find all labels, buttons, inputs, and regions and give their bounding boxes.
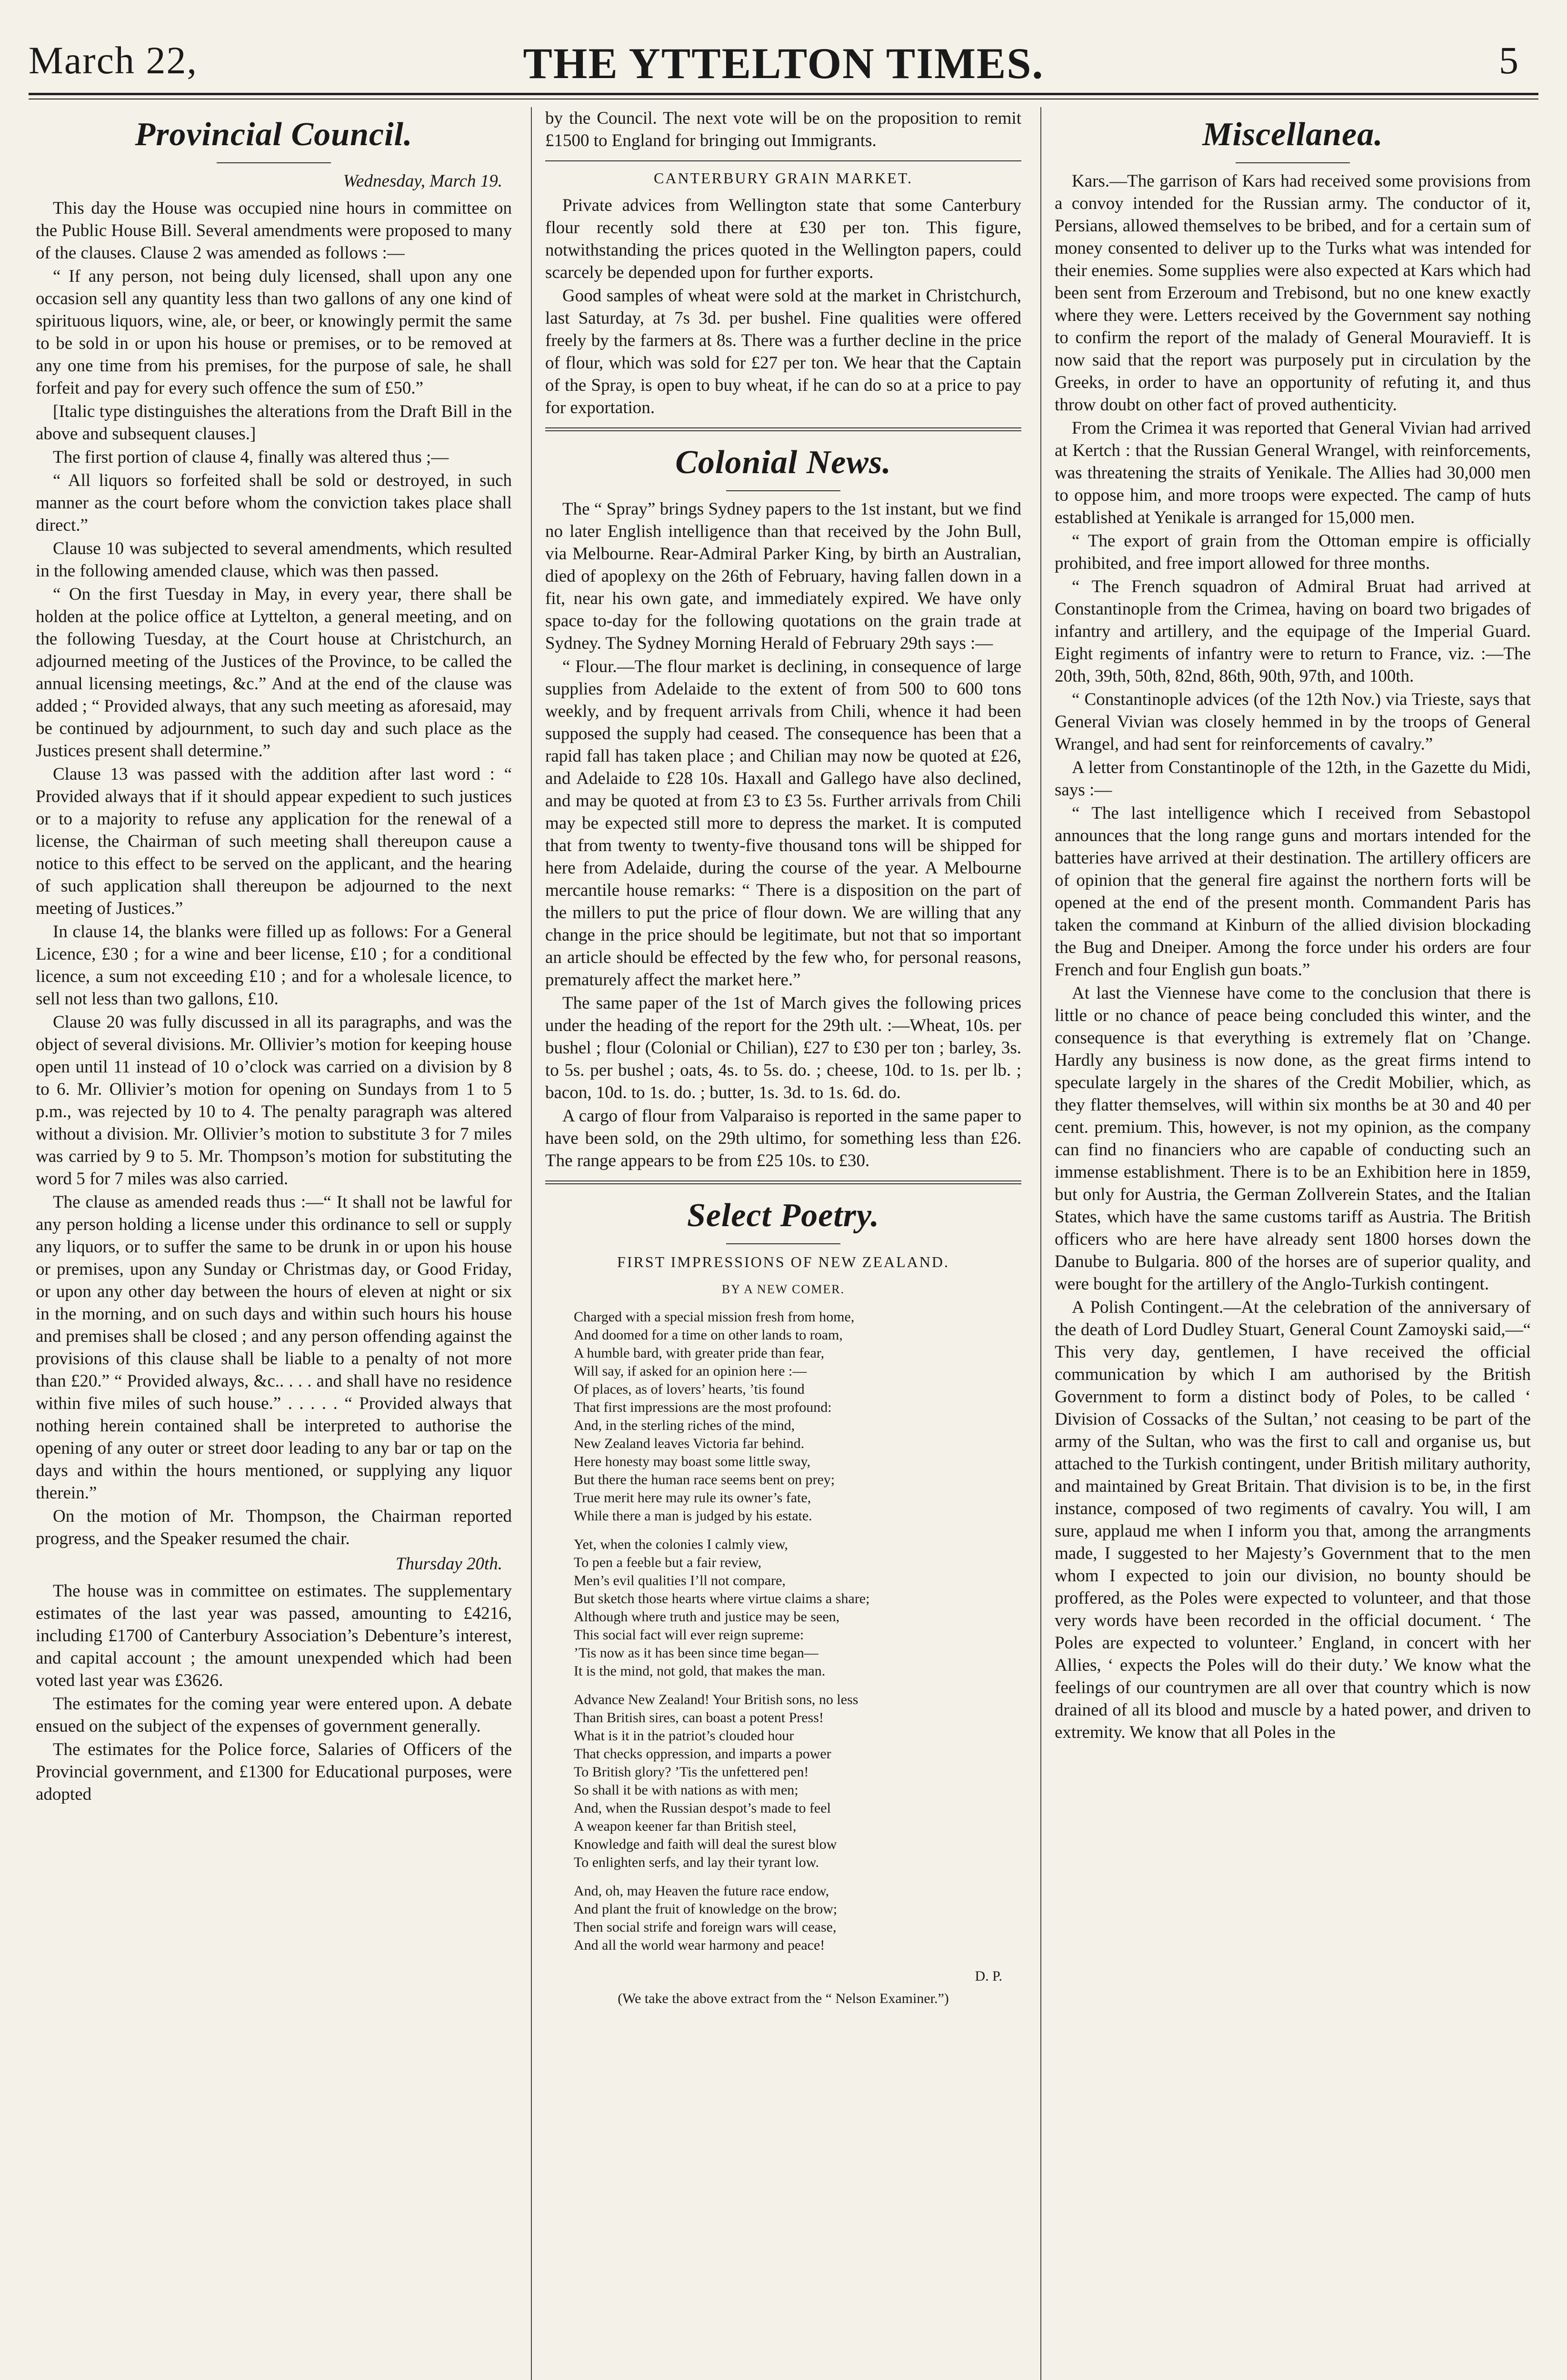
page-number: 5: [1499, 39, 1519, 82]
poem-stanza: [545, 1536, 1021, 1680]
article-paragraph: The same paper of the 1st of March gives the following prices under the heading of the report for the 29th ult. :—Wheat, 10s. per bushel ; flour (Colonial or Chilian), £27 to £30 per ton ; barley, 3s. to 5s. per bushel ; oats, 4s. to 5s. do. ; cheese, 10d. to 1s. per lb. ; bacon, 10d. to 1s. do. ; butter, 1s. 3d. to 1s. 6d. do.: [545, 993, 1021, 1102]
article-paragraph: by the Council. The next vote will be on the proposition to remit £1500 to England for bringing out Immigrants.: [545, 109, 1021, 150]
article-paragraph: The estimates for the Police force, Salaries of Officers of the Provincial government, and £1300 for Educational purposes, were adopted: [36, 1740, 512, 1804]
section-rule: [545, 430, 1021, 431]
article-paragraph: The estimates for the coming year were entered upon. A debate ensued on the subject of the expenses of government generally.: [36, 1694, 512, 1736]
article-paragraph: In clause 14, the blanks were filled up as follows: For a General Licence, £30 ; for a wine and beer license, £10 ; for a conditional licence, a sum not exceeding £10 ; and for a wholesale licence, to sell not less than two gallons, £10.: [36, 922, 512, 1009]
column-market-news-poetry: [545, 107, 1021, 2380]
article-paragraph: The house was in committee on estimates. The supplementary estimates of the last year was passed, amounting to £4216, including £1700 of Canterbury Association’s Debenture’s interest, and capital account ; the amount unexpended which had been voted last year was £3626.: [36, 1581, 512, 1690]
article-paragraph: On the motion of Mr. Thompson, the Chairman reported progress, and the Speaker resumed the chair.: [36, 1507, 512, 1548]
article-paragraph: The first portion of clause 4, finally was altered thus ;—: [53, 447, 449, 467]
article-paragraph: The “ Spray” brings Sydney papers to the 1st instant, but we find no later English intelligence than that received by the John Bull, via Melbourne. Rear-Admiral Parker King, by birth an Australian, died of apoplexy on the 26th of February, having fallen down in a fit, near his own gate, and immediately expired. We have only space to-day for the following quotations on the grain trade at Sydney. The Sydney Morning Herald of February 29th says :—: [545, 499, 1021, 653]
section-rule: [545, 427, 1021, 428]
article-paragraph: Clause 13 was passed with the addition after last word : “ Provided always that if it should appear expedient to such justices or to a majority to refuse any application for the renewal of a license, the Chairman of such meeting shall thereupon cause a notice to this effect to be served on the applicant, and the hearing of such application shall thereupon be adjourned to the next meeting of Justices.”: [36, 764, 512, 918]
article-paragraph: “ All liquors so forfeited shall be sold or destroyed, in such manner as the court before whom the conviction takes place shall direct.”: [36, 471, 512, 535]
poem-stanza: [545, 1882, 1021, 1954]
column-miscellanea: [1055, 107, 1531, 2380]
article-paragraph: “ Constantinople advices (of the 12th Nov.) via Trieste, says that General Vivian was closely hemmed in by the troops of General Wrangel, and had sent for reinforcements of cavalry.”: [1055, 690, 1531, 754]
poem-line: Charged with a special mission fresh from home,: [574, 1309, 855, 1325]
poem-line: ’Tis now as it has been since time began—: [574, 1645, 818, 1661]
source-note: (We take the above extract from the “ Nelson Examiner.”): [618, 1991, 949, 2006]
poem-byline: BY A NEW COMER.: [721, 1282, 845, 1296]
heading-rule: [726, 1243, 840, 1244]
dateline: Wednesday, March 19.: [343, 171, 502, 191]
section-rule: [545, 160, 1021, 161]
poem-line: Of places, as of lovers’ hearts, ’tis found: [574, 1381, 805, 1397]
article-paragraph: Kars.—The garrison of Kars had received some provisions from a convoy intended for the Russian army. The conductor of it, Persians, allowed themselves to be bribed, and for a certain sum of money consented to deliver up to the Turks what was intended for their enemies. Some supplies were also expected at Kars which had been sent from Erzeroum and Trebisond, but no one knew exactly where they were. Letters received by the Government say nothing to confirm the report of the malady of General Mouravieff. It is now said that the report was purposely put in circulation by the Greeks, in order to have an opportunity of refuting it, and thus throw doubt on other fact of proved authenticity.: [1055, 171, 1531, 415]
poem-title: FIRST IMPRESSIONS OF NEW ZEALAND.: [617, 1253, 949, 1270]
poem-line: To British glory? ’Tis the unfettered pen!: [574, 1764, 809, 1780]
section-heading: Colonial News.: [675, 444, 891, 481]
poem-line: Here honesty may boast some little sway,: [574, 1454, 811, 1469]
article-paragraph: The clause as amended reads thus :—“ It shall not be lawful for any person holding a license under this ordinance to sell or supply any liquors, or to suffer the same to be drunk in or upon his house or premises, upon any Sunday or Christmas day, or Good Friday, or upon any other day between the hours of eleven at night or six in the morning, and on such days and within such hours his house and premises shall be closed ; and any person offending against the provisions of this clause shall be liable to a penalty of not more than £20.” “ Provided always, &c.. . . . and shall have no residence within five miles of such house.” . . . . . “ Provided always that nothing herein contained shall be interpreted to authorise the opening of any outer or street door leading to any bar or tap on the days and within the hours mentioned, or supplying any liquor therein.”: [36, 1192, 512, 1503]
poem-line: To pen a feeble but a fair review,: [574, 1555, 762, 1570]
poem-line: That first impressions are the most profound:: [574, 1399, 832, 1415]
poem-line: While there a man is judged by his estate.: [574, 1508, 812, 1524]
poem-stanza: [545, 1691, 1021, 1872]
poem-stanza: [545, 1308, 1021, 1525]
poem-line: To enlighten serfs, and lay their tyrant low.: [574, 1854, 819, 1870]
article-paragraph: “ The French squadron of Admiral Bruat had arrived at Constantinople from the Crimea, having on board two brigades of infantry and artillery, and the equipage of the Imperial Guard. Eight regiments of infantry were to return to France, viz. :—The 20th, 39th, 50th, 82nd, 86th, 90th, 97th, and 100th.: [1055, 577, 1531, 686]
section-heading: Provincial Council.: [135, 116, 413, 153]
section-heading: Select Poetry.: [687, 1197, 880, 1234]
poem-line: Will say, if asked for an opinion here :—: [574, 1363, 807, 1379]
poem-line: And doomed for a time on other lands to roam,: [574, 1327, 843, 1343]
article-paragraph: This day the House was occupied nine hours in committee on the Public House Bill. Several amendments were proposed to many of the clauses. Clause 2 was amended as follows :—: [36, 198, 512, 263]
market-heading: CANTERBURY GRAIN MARKET.: [653, 169, 913, 187]
poem-line: Knowledge and faith will deal the surest blow: [574, 1836, 837, 1852]
poem-line: Yet, when the colonies I calmly view,: [574, 1537, 788, 1552]
dateline: Thursday 20th.: [395, 1554, 502, 1574]
article-paragraph: [Italic type distinguishes the alterations from the Draft Bill in the above and subsequent clauses.]: [36, 402, 512, 444]
issue-date: March 22,: [29, 39, 198, 82]
heading-rule: [726, 490, 840, 491]
masthead-rule: [29, 93, 1538, 95]
poem-line: But there the human race seems bent on prey;: [574, 1472, 835, 1488]
article-paragraph: “ The export of grain from the Ottoman empire is officially prohibited, and free import allowed for three months.: [1055, 531, 1531, 573]
article-paragraph: Private advices from Wellington state that some Canterbury flour recently sold there at £30 per ton. This figure, notwithstanding the prices quoted in the Wellington papers, could scarcely be depended upon for further exports.: [545, 196, 1021, 282]
article-paragraph: A Polish Contingent.—At the celebration of the anniversary of the death of Lord Dudley Stuart, General Count Zamoyski said,—“ This very day, gentlemen, I have received the official communication by which I am authorised by the British Government to form a distinct body of Poles, to be called ‘ Division of Cossacks of the Sultan,’ not ceasing to be part of the army of the Sultan, who was the first to call and organise us, but attached to the Turkish contingent, under British military authority, and maintained by Great Britain. That division is to be, in the first instance, composed of two regiments of cavalry. You will, I am sure, applaud me when I inform you that, among the arrangments made, I suggested to her Majesty’s Government that to the men whom I expected to join our division, no bounty should be proffered, as the Poles were expected to volunteer, and that those very words have been recorded in the official document. ‘ The Poles are expected to volunteer.’ England, in concert with her Allies, ‘ expects the Poles will do their duty.’ We know what the feelings of our countrymen are all over that country which is now drained of all its blood and muscle by a hated power, and driven to extremity. We know that all Poles in the: [1055, 1298, 1531, 1742]
poem-line: That checks oppression, and imparts a power: [574, 1746, 831, 1762]
poem-line: Men’s evil qualities I’ll not compare,: [574, 1573, 786, 1588]
column-divider: [531, 107, 532, 2380]
poem-line: Then social strife and foreign wars will cease,: [574, 1919, 837, 1935]
section-rule: [545, 1183, 1021, 1184]
article-paragraph: From the Crimea it was reported that General Vivian had arrived at Kertch : that the Russian General Wrangel, with reinforcements, was threatening the straits of Yenikale. The Allies had 30,000 men to oppose him, and more troops were expected. The camp of huts established at Yenikale is arranged for 15,000 men.: [1055, 418, 1531, 527]
poem-line: What is it in the patriot’s clouded hour: [574, 1728, 794, 1744]
heading-rule: [217, 162, 331, 163]
column-divider: [1040, 107, 1041, 2380]
newspaper-title: THE YTTELTON TIMES.: [523, 39, 1044, 88]
article-paragraph: A cargo of flour from Valparaiso is reported in the same paper to have been sold, on the 29th ultimo, for something less than £26. The range appears to be from £25 10s. to £30.: [545, 1106, 1021, 1170]
heading-rule: [1236, 162, 1350, 163]
poem-line: And, oh, may Heaven the future race endow,: [574, 1883, 829, 1899]
poem-line: And all the world wear harmony and peace!: [574, 1937, 825, 1953]
article-paragraph: “ If any person, not being duly licensed, shall upon any one occasion sell any quantity less than two gallons of any one kind of spirituous liquors, wine, ale, or beer, or knowingly permit the same to be sold in or upon his house or premises, or to be removed at any one time from his premises, for the purpose of sale, he shall forfeit and pay for every such offence the sum of £50.”: [36, 267, 512, 398]
article-paragraph: “ On the first Tuesday in May, in every year, there shall be holden at the police office at Lyttelton, a general meeting, and on the following Tuesday, at the Court house at Christchurch, an adjourned meeting of the Justices of the Province, to be called the annual licensing meetings, &c.” And at the end of the clause was added ; “ Provided always, that any such meeting as aforesaid, may be continued by adjournment, to such day and such place as the Justices present shall determine.”: [36, 585, 512, 761]
poem-line: Although where truth and justice may be seen,: [574, 1609, 840, 1625]
article-paragraph: “ The last intelligence which I received from Sebastopol announces that the long range guns and mortars intended for the batteries have arrived at their destination. The artillery officers are of opinion that the general fire against the northern forts will be opened at the end of the present month. Commandent Paris has taken the command at Kinburn of the allied division blockading the Bug and Dneiper. Among the force under his orders are four French and four English gun boats.”: [1055, 803, 1531, 980]
poem-line: So shall it be with nations as with men;: [574, 1782, 798, 1798]
article-paragraph: At last the Viennese have come to the conclusion that there is little or no chance of peace being concluded this winter, and the consequence is that everything is extremely flat on ’Change. Hardly any business is now done, as the great firms intend to speculate largely in the shares of the Credit Mobilier, which, as they flatter themselves, will within six months be at 30 and 40 per cent. premium. This, however, is not my opinion, as the company can find no financiers who are capable of conducting such an immense establishment. There is to be an Exhibition here in 1859, but only for Austria, the German Zollverein States, and the Italian States, which have the same customs tariff as Austria. The British officers who are here have already sent 1800 horses down the Danube to Bulgaria. 800 of the horses are of superior quality, and were bought for the artillery of the Anglo-Turkish contingent.: [1055, 983, 1531, 1294]
poem-line: This social fact will ever reign supreme:: [574, 1627, 804, 1643]
poem-signature: D. P.: [975, 1968, 1002, 1984]
article-paragraph: Good samples of wheat were sold at the market in Christchurch, last Saturday, at 7s 3d. per bushel. Fine qualities were offered freely by the farmers at 8s. There was a further decline in the price of flour, which was sold for £27 per ton. We hear that the Captain of the Spray, is open to buy wheat, if he can do so at a price to pay for exportation.: [545, 286, 1021, 417]
article-paragraph: Clause 10 was subjected to several amendments, which resulted in the following amended clause, which was then passed.: [36, 539, 512, 581]
poem-line: New Zealand leaves Victoria far behind.: [574, 1436, 805, 1451]
column-provincial-council: [36, 107, 512, 2380]
masthead: [29, 29, 1538, 100]
poem-line: A weapon keener far than British steel,: [574, 1818, 797, 1834]
poem-line: And plant the fruit of knowledge on the brow;: [574, 1901, 838, 1917]
poem-line: Advance New Zealand! Your British sons, no less: [574, 1692, 858, 1707]
poem-line: And, in the sterling riches of the mind,: [574, 1418, 795, 1433]
poem-line: It is the mind, not gold, that makes the man.: [574, 1663, 826, 1679]
poem-line: And, when the Russian despot’s made to feel: [574, 1800, 831, 1816]
article-paragraph: A letter from Constantinople of the 12th, in the Gazette du Midi, says :—: [1055, 758, 1531, 800]
article-paragraph: Clause 20 was fully discussed in all its paragraphs, and was the object of several divisions. Mr. Ollivier’s motion for keeping house open until 11 instead of 10 o’clock was carried on a division by 8 to 6. Mr. Ollivier’s motion for opening on Sundays from 1 to 5 p.m., was rejected by 10 to 4. The penalty paragraph was altered without a division. Mr. Ollivier’s motion to substitute 3 for 7 miles was carried by 9 to 5. Mr. Thompson’s motion for substituting the word 5 for 7 miles was also carried.: [36, 1012, 512, 1189]
poem-line: A humble bard, with greater pride than fear,: [574, 1345, 825, 1361]
poem-line: But sketch those hearts where virtue claims a share;: [574, 1591, 870, 1606]
poem-line: True merit here may rule its owner’s fate,: [574, 1490, 811, 1506]
section-rule: [545, 1180, 1021, 1181]
poem-line: Than British sires, can boast a potent Press!: [574, 1710, 824, 1726]
section-heading: Miscellanea.: [1202, 116, 1383, 153]
article-paragraph: “ Flour.—The flour market is declining, in consequence of large supplies from Adelaide to the extent of from 500 to 600 tons weekly, and by frequent arrivals from Chili, whence it had been supposed the supply had ceased. The consequence has been that a rapid fall has taken place ; and Chilian may now be quoted at £26, and Adelaide to £28 10s. Haxall and Gallego have also declined, and may be quoted at from £3 to £3 5s. Further arrivals from Chili may be expected still more to depress the market. It is computed that from twenty to twenty-five thousand tons will be shipped for here from Adelaide, during the course of the year. A Melbourne mercantile house remarks: “ There is a disposition on the part of the millers to put the price of flour down. We are willing that any change in the price should be legitimate, but not that so important an article should be effected by the few who, for personal reasons, prematurely affect the market here.”: [545, 657, 1021, 990]
